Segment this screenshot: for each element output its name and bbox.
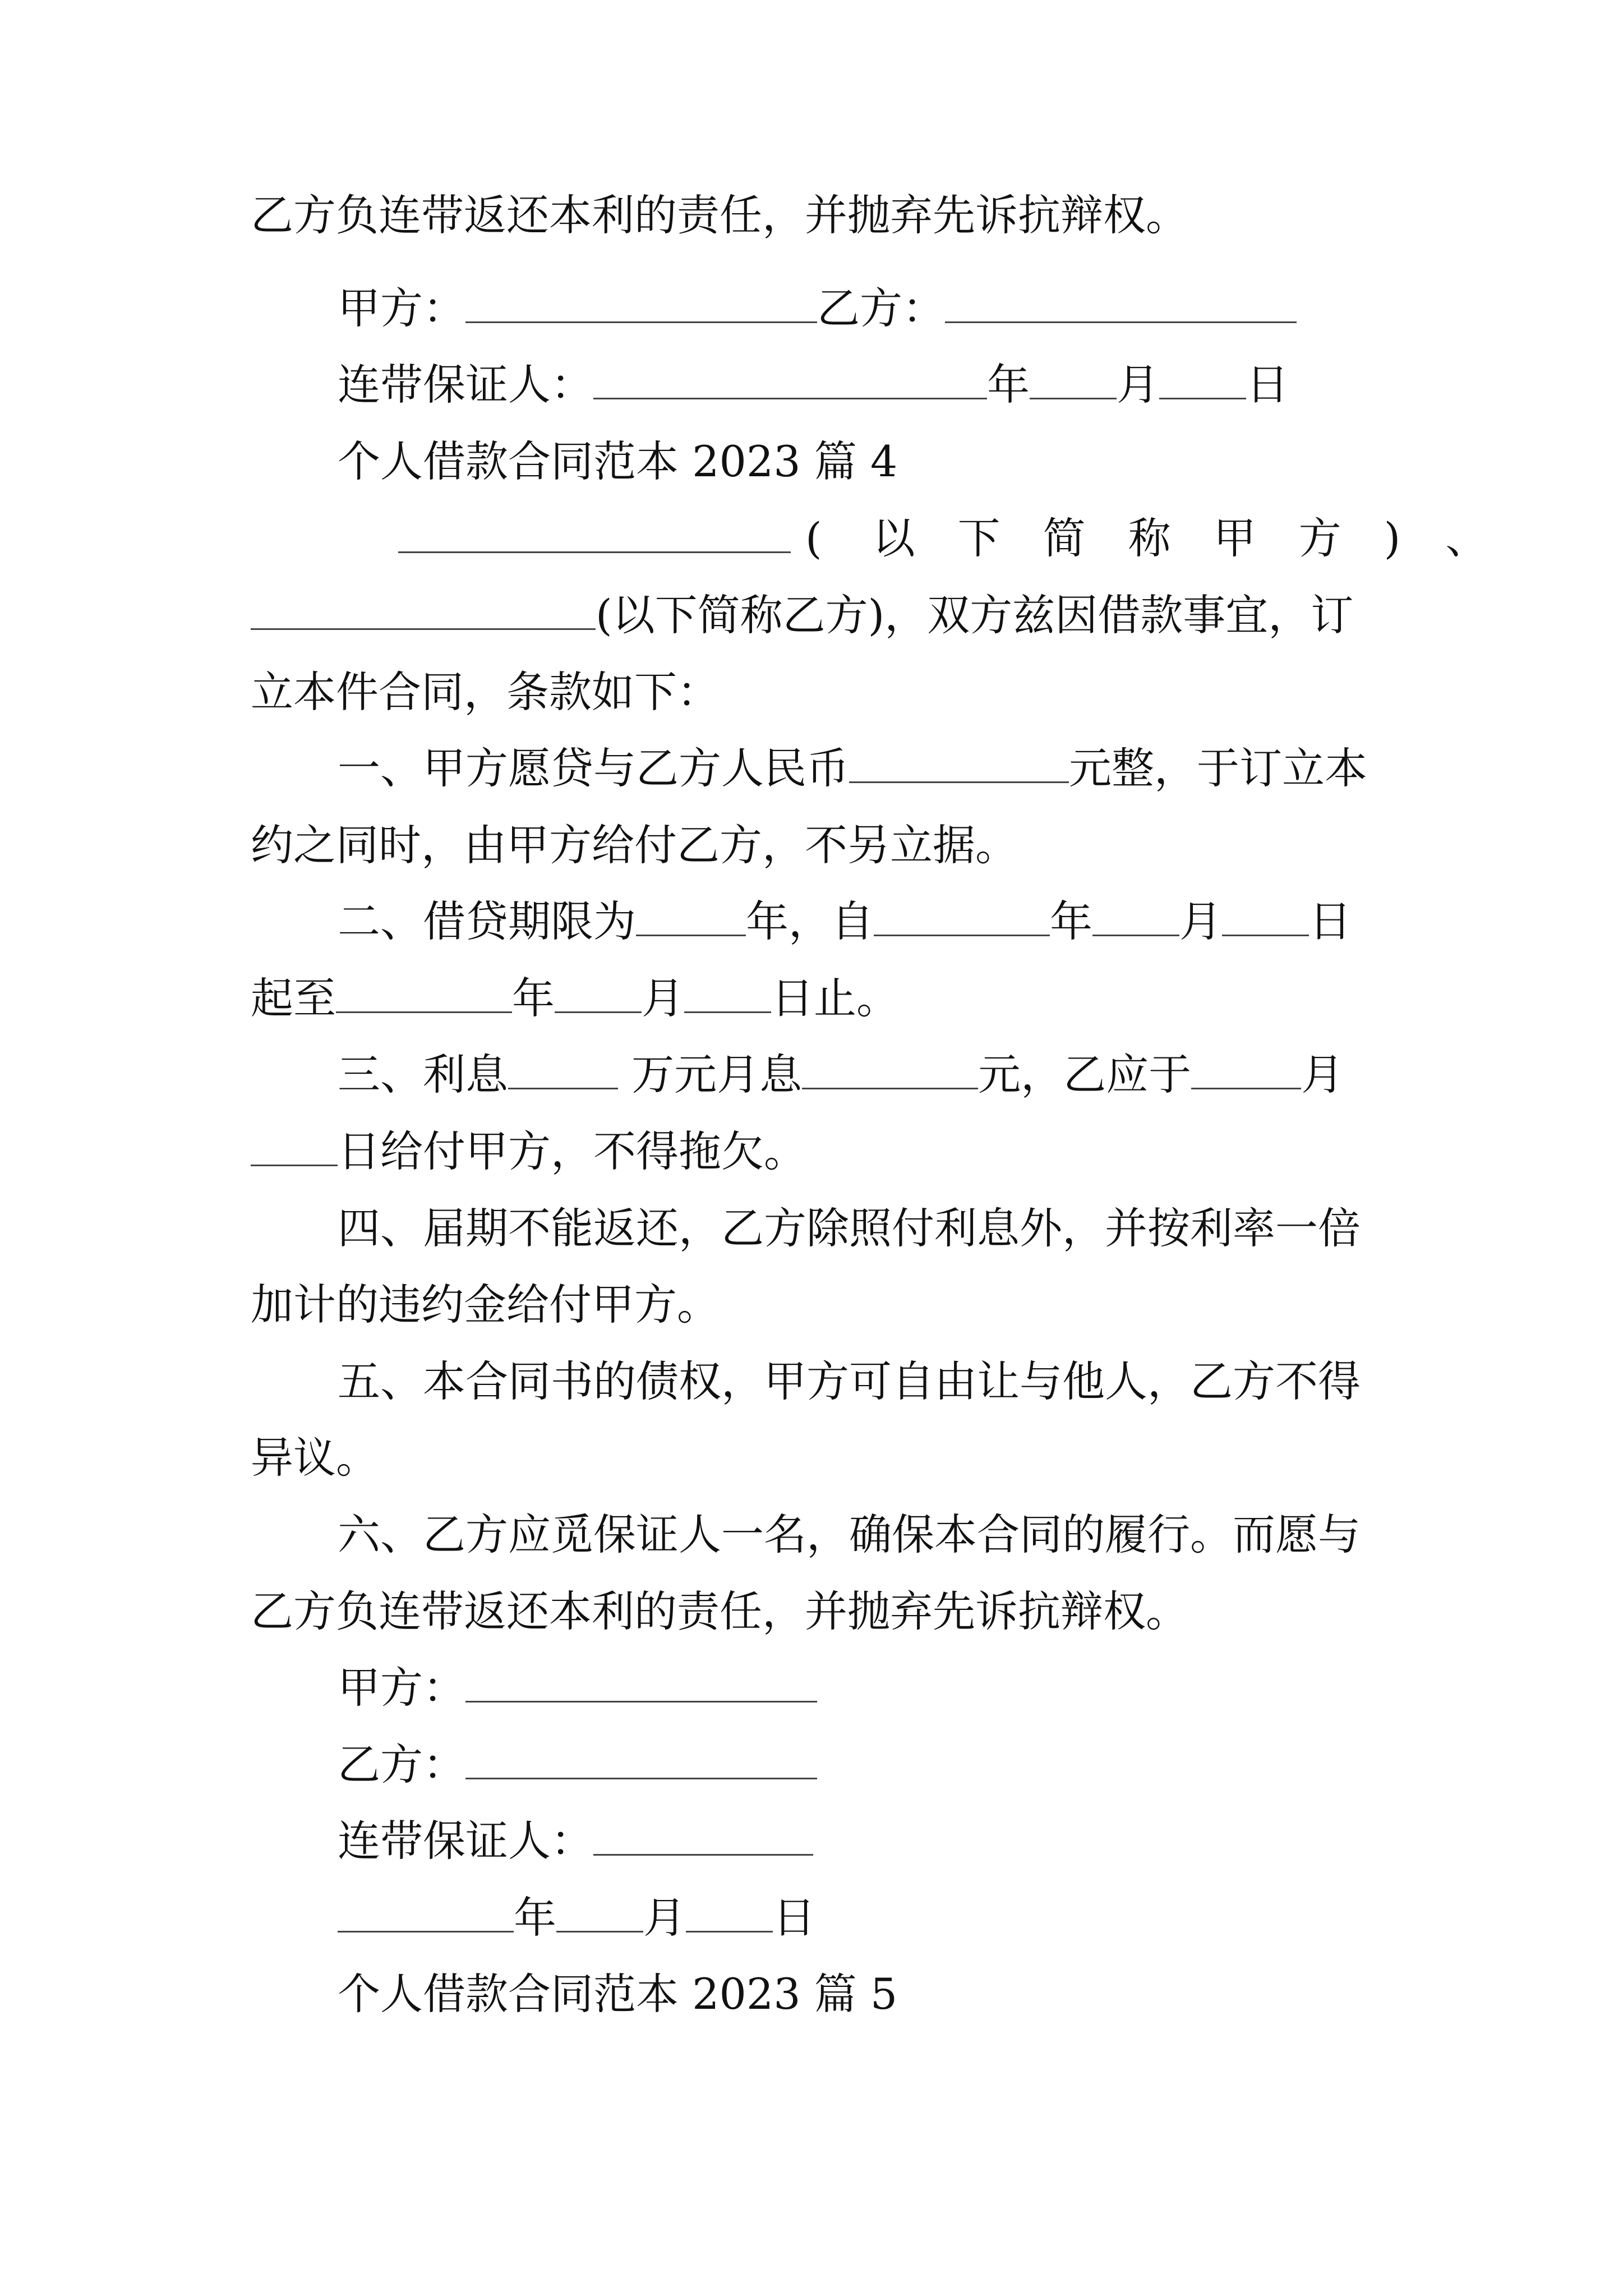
date-line	[338, 1890, 815, 1946]
month-label: 月	[643, 1893, 686, 1943]
day-blank	[1159, 361, 1246, 399]
pay-month-blank	[1191, 1051, 1301, 1089]
intro-char: 简	[1043, 513, 1086, 563]
clause-3-line-2	[251, 1124, 806, 1180]
signature-line-1	[338, 280, 1297, 337]
clause-text: 日给付甲方，不得拖欠。	[338, 1126, 806, 1176]
end-day-blank	[684, 974, 771, 1013]
clause-4-line-2	[251, 1277, 720, 1333]
start-year-blank	[874, 898, 1050, 936]
month-label: 月	[1117, 360, 1159, 409]
intro-line-1	[398, 510, 1488, 567]
clause-text: 六、乙方应觅保证人一名，确保本合同的履行。而愿与	[338, 1510, 1361, 1559]
section-title: 个人借款合同范本 2023 篇 5	[338, 1969, 898, 2019]
monthly-interest-blank	[802, 1051, 978, 1089]
party-a-blank	[465, 1664, 817, 1703]
party-b-blank	[465, 1741, 817, 1779]
clause-text: 加计的违约金给付甲方。	[251, 1280, 720, 1329]
clause-5-line-1	[338, 1354, 1361, 1410]
section-title-4	[338, 434, 897, 490]
guarantor-blank	[593, 361, 987, 399]
party-b-label: 乙方：	[338, 1740, 465, 1789]
party-a-blank	[465, 284, 817, 323]
intro-char: )	[1384, 513, 1401, 563]
paragraph-text: 立本件合同，条款如下：	[251, 667, 720, 717]
day-label: 日	[773, 1893, 815, 1943]
clause-text: 元整，于订立本	[1069, 743, 1367, 793]
clause-text: 日止。	[771, 973, 899, 1023]
party-b-name-blank	[251, 591, 596, 630]
clause-text: 年，自	[746, 896, 874, 946]
clause-text: 起至	[251, 973, 336, 1023]
month-label: 月	[642, 973, 684, 1023]
clause-text: 异议。	[251, 1433, 379, 1483]
paragraph-text: 乙方负连带返还本利的责任，并抛弃先诉抗辩权。	[251, 190, 1188, 240]
section-title-5	[338, 1966, 897, 2022]
clause-text: 元，乙应于	[978, 1050, 1192, 1099]
clause-text: 五、本合同书的债权，甲方可自由让与他人，乙方不得	[338, 1356, 1361, 1406]
end-year-blank	[336, 974, 512, 1013]
amount-blank	[849, 744, 1069, 783]
signature-party-b	[338, 1737, 817, 1793]
day-label: 日	[1246, 360, 1289, 409]
clause-3-line-1	[338, 1047, 1344, 1103]
text-line	[251, 187, 1188, 243]
year-blank	[338, 1894, 514, 1932]
party-b-blank	[945, 284, 1297, 323]
month-label: 月	[1301, 1050, 1344, 1099]
intro-line-3	[251, 664, 720, 720]
clause-4-line-1	[338, 1200, 1361, 1257]
month-blank	[556, 1894, 643, 1932]
intro-line-2	[251, 587, 1353, 643]
paragraph-text: (以下简称乙方)，双方兹因借款事宜，订	[596, 590, 1354, 640]
guarantor-label: 连带保证人：	[338, 1816, 593, 1866]
guarantor-blank	[593, 1817, 813, 1856]
year-label: 年	[987, 360, 1030, 409]
year-label: 年	[514, 1893, 556, 1943]
party-b-label: 乙方：	[817, 283, 945, 333]
term-years-blank	[636, 898, 746, 936]
guarantor-label: 连带保证人：	[338, 360, 593, 409]
clause-2-line-1	[338, 894, 1352, 950]
intro-char: 下	[957, 513, 1000, 563]
start-month-blank	[1092, 898, 1179, 936]
clause-text: 万元月息	[618, 1050, 803, 1099]
clause-1-line-2	[251, 817, 1018, 873]
intro-char: 称	[1128, 513, 1171, 563]
year-label: 年	[512, 973, 555, 1023]
party-a-label: 甲方：	[338, 283, 465, 333]
intro-char: 、	[1445, 513, 1488, 563]
clause-6-line-1	[338, 1507, 1361, 1563]
section-title: 个人借款合同范本 2023 篇 4	[338, 436, 898, 486]
clause-text: 二、借贷期限为	[338, 896, 636, 946]
pay-day-blank	[251, 1128, 338, 1166]
intro-char: 以	[872, 513, 915, 563]
clause-text: 一、甲方愿贷与乙方人民币	[338, 743, 849, 793]
month-blank	[1030, 361, 1117, 399]
clause-text: 三、利息	[338, 1050, 508, 1099]
clause-2-line-2	[251, 970, 899, 1027]
day-blank	[686, 1894, 773, 1932]
signature-guarantor	[338, 1813, 813, 1869]
signature-party-a	[338, 1660, 817, 1716]
day-label: 日	[1309, 896, 1352, 946]
year-label: 年	[1050, 896, 1092, 946]
party-a-name-blank	[398, 514, 791, 553]
interest-blank	[508, 1051, 618, 1089]
clause-text: 约之同时，由甲方给付乙方，不另立据。	[251, 820, 1018, 870]
guarantor-line-1	[338, 357, 1289, 413]
end-month-blank	[555, 974, 642, 1013]
party-a-label: 甲方：	[338, 1663, 465, 1713]
clause-1-line-1	[338, 740, 1367, 797]
month-label: 月	[1179, 896, 1222, 946]
intro-char: (	[805, 513, 822, 563]
clause-6-line-2	[251, 1584, 1188, 1640]
intro-char: 方	[1298, 513, 1341, 563]
intro-char: 甲	[1213, 513, 1256, 563]
clause-text: 乙方负连带返还本利的责任，并抛弃先诉抗辩权。	[251, 1586, 1188, 1636]
clause-5-line-2	[251, 1430, 379, 1486]
start-day-blank	[1222, 898, 1309, 936]
clause-text: 四、届期不能返还，乙方除照付利息外，并按利率一倍	[338, 1203, 1361, 1253]
